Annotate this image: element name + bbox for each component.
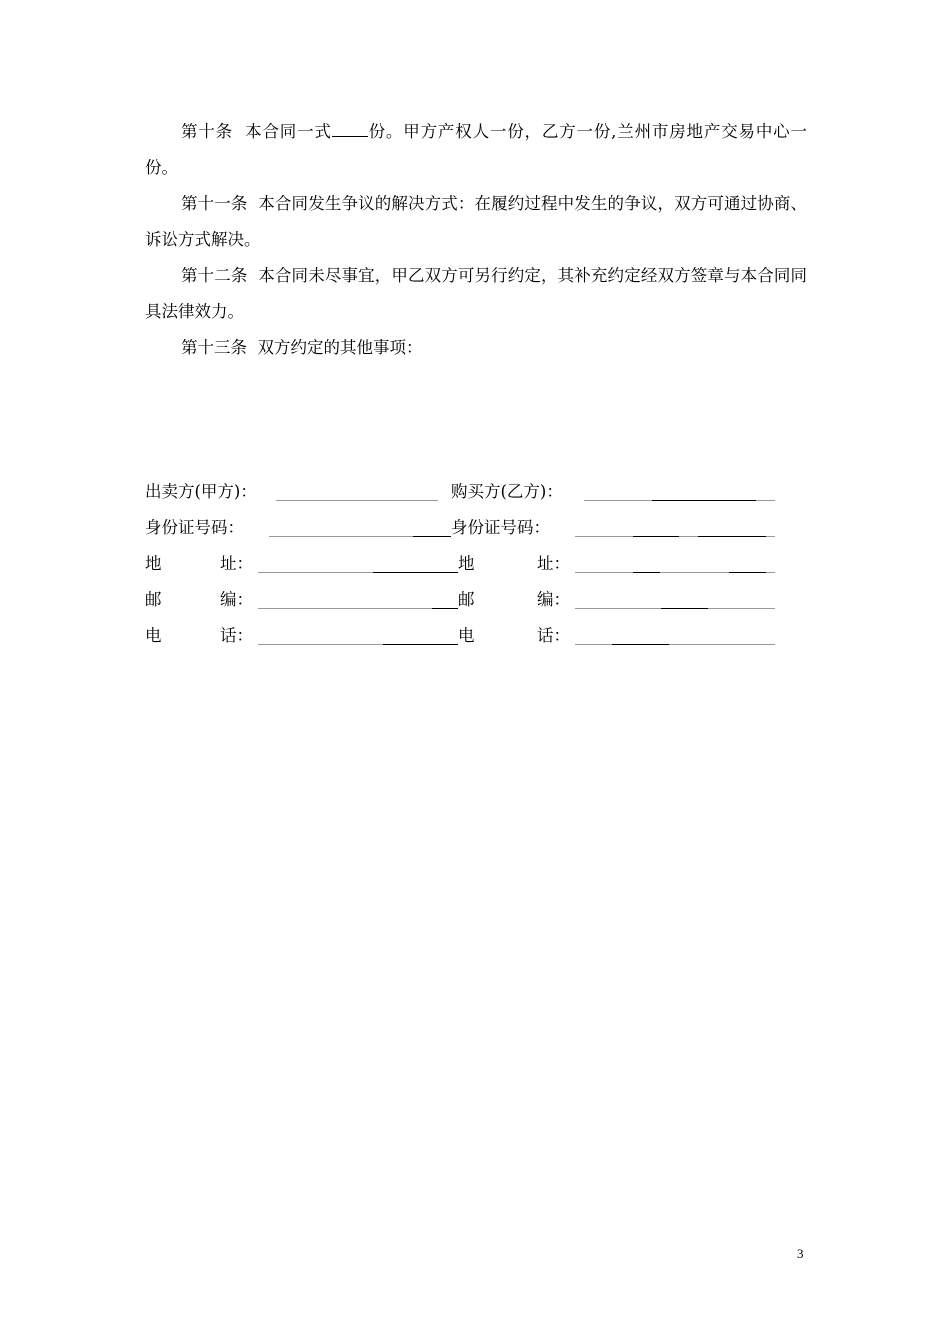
buyer-id-field-mark-2 [698, 536, 766, 537]
buyer-address-label-2: 址： [537, 554, 570, 573]
signature-row-id [145, 516, 785, 540]
clause-12 [145, 258, 807, 330]
buyer-phone-label-1: 电 [458, 626, 475, 645]
signature-row-phone [145, 624, 785, 648]
buyer-label: 购买方(乙方)： [451, 482, 563, 501]
clause-12-text: 本合同未尽事宜，甲乙双方可另行约定，其补充约定经双方签章与本合同同具法律效力。 [145, 266, 808, 321]
buyer-id-label: 身份证号码： [451, 518, 550, 537]
seller-postcode-field[interactable] [258, 608, 458, 609]
seller-phone-field-mark [383, 644, 458, 645]
buyer-postcode-label-2: 编： [537, 590, 570, 609]
seller-label: 出卖方(甲方)： [145, 482, 257, 501]
buyer-address-field-mark-1 [633, 572, 660, 573]
seller-phone-label-2: 话： [220, 626, 253, 645]
seller-id-label: 身份证号码： [145, 518, 244, 537]
clause-12-label: 第十二条 [181, 266, 248, 285]
buyer-postcode-field-mark [661, 608, 708, 609]
seller-address-label-2: 址： [220, 554, 253, 573]
buyer-id-field-mark-1 [633, 536, 679, 537]
buyer-phone-field-mark [612, 644, 669, 645]
buyer-name-field-mark [652, 500, 756, 501]
seller-id-field-mark [413, 536, 451, 537]
seller-address-label-1: 地 [145, 554, 162, 573]
clause-13-label: 第十三条 [181, 338, 247, 357]
buyer-phone-field[interactable] [575, 644, 775, 645]
clause-11-label: 第十一条 [181, 194, 248, 213]
seller-postcode-label-1: 邮 [145, 590, 162, 609]
seller-name-field[interactable] [276, 500, 438, 501]
clause-10-text-before: 本合同一式 [245, 122, 332, 141]
seller-address-field-mark [373, 572, 458, 573]
clause-13 [145, 330, 807, 366]
buyer-address-field-mark-2 [729, 572, 766, 573]
clause-11 [145, 186, 807, 258]
clause-10-label: 第十条 [181, 122, 233, 141]
buyer-postcode-label-1: 邮 [458, 590, 475, 609]
clause-10 [145, 114, 807, 186]
buyer-address-label-1: 地 [458, 554, 475, 573]
buyer-phone-label-2: 话： [537, 626, 570, 645]
seller-postcode-field-mark [432, 608, 458, 609]
signature-row-address [145, 552, 785, 576]
signature-row-postcode [145, 588, 785, 612]
signature-row-parties [145, 480, 785, 504]
clause-10-text-after: 份。甲方产权人一份，乙方一份,兰州市房地产交易中心一份。 [145, 122, 808, 177]
seller-phone-label-1: 电 [145, 626, 162, 645]
clause-11-text: 本合同发生争议的解决方式：在履约过程中发生的争议，双方可通过协商、诉讼方式解决。 [145, 194, 808, 249]
clause-13-text: 双方约定的其他事项： [257, 338, 423, 357]
copies-blank[interactable] [332, 119, 368, 137]
page-number: 3 [797, 1246, 804, 1261]
seller-postcode-label-2: 编： [220, 590, 253, 609]
